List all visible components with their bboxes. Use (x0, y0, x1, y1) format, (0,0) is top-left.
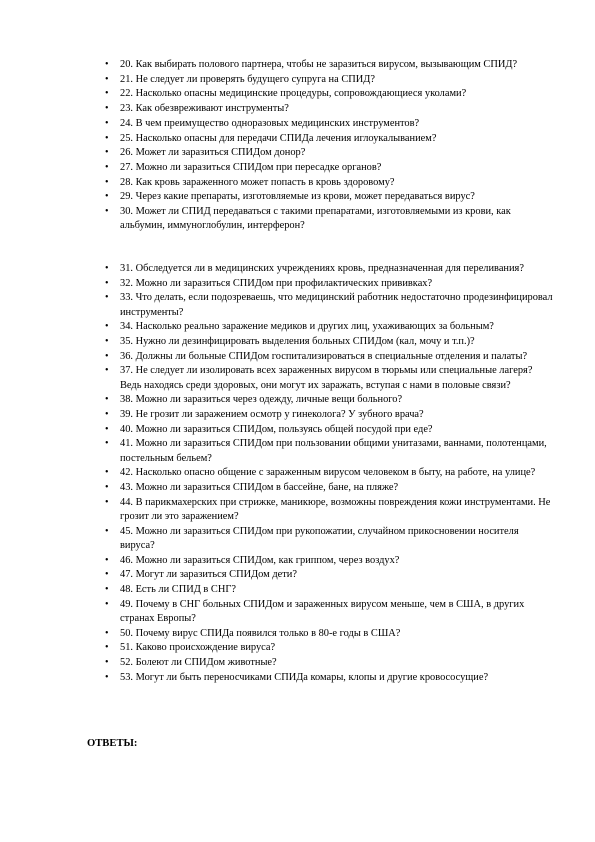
question-text: 28. Как кровь зараженного может попасть в кровь здоровому? (120, 176, 395, 188)
question-text: 22. Насколько опасны медицинские процедуры, сопровождающиеся уколами? (120, 88, 467, 100)
list-item (105, 423, 553, 437)
bullet-icon: • (105, 525, 109, 537)
bullet-icon: • (105, 482, 109, 494)
bullet-icon: • (105, 263, 109, 274)
bullet-icon: • (105, 496, 109, 508)
question-text: 45. Можно ли заразиться СПИДом при рукопожатии, случайном прикосновении носителя вируса? (120, 525, 519, 551)
list-item (105, 146, 553, 160)
bullet-icon: • (105, 206, 109, 218)
list-item (105, 176, 553, 190)
question-text: 32. Можно ли заразиться СПИДом при профилактических прививках? (120, 277, 433, 289)
question-text: 24. В чем преимущество одноразовых медицинских инструментов? (120, 117, 420, 129)
list-item (105, 598, 553, 626)
bullet-icon: • (105, 642, 109, 654)
question-text: 52. Болеют ли СПИДом животные? (120, 656, 277, 668)
list-item (105, 583, 553, 597)
bullet-icon: • (105, 394, 109, 406)
list-item (105, 350, 553, 364)
list-item (105, 161, 553, 175)
list-item (105, 73, 553, 87)
list-item (105, 335, 553, 349)
list-item (105, 102, 553, 116)
list-item (105, 525, 553, 553)
list-item (105, 568, 553, 582)
question-text: 48. Есть ли СПИД в СНГ? (120, 583, 236, 595)
question-text: 40. Можно ли заразиться СПИДом, пользуясь общей посудой при еде? (120, 423, 433, 435)
question-text: 46. Можно ли заразиться СПИДом, как гриппом, через воздух? (120, 554, 400, 566)
list-item (105, 437, 553, 465)
bullet-icon: • (105, 176, 109, 188)
question-list-20-30 (105, 58, 553, 234)
question-text: 43. Можно ли заразиться СПИДом в бассейне, бане, на пляже? (120, 482, 399, 494)
bullet-icon: • (105, 88, 109, 100)
question-text: 42. Насколько опасно общение с зараженным вирусом человеком в быту, на работе, на улице? (120, 467, 536, 479)
question-text: 50. Почему вирус СПИДа появился только в 80-е годы в США? (120, 627, 401, 639)
list-item (105, 87, 553, 101)
bullet-icon: • (105, 59, 109, 70)
question-text: 30. Может ли СПИД передаваться с такими препаратами, изготовляемыми из крови, как альбумин, иммуноглобулин, интерферон? (120, 206, 511, 232)
list-item (105, 320, 553, 334)
list-item (105, 466, 553, 480)
bullet-icon: • (105, 656, 109, 668)
bullet-icon: • (105, 117, 109, 129)
bullet-icon: • (105, 438, 109, 450)
question-text: 34. Насколько реально заражение медиков и других лиц, ухаживающих за больным? (120, 321, 494, 333)
question-text: 29. Через какие препараты, изготовляемые из крови, может передаваться вирус? (120, 191, 475, 203)
list-item (105, 132, 553, 146)
list-item (105, 117, 553, 131)
list-item (105, 291, 553, 319)
question-text: 41. Можно ли заразиться СПИДом при пользовании общими унитазами, ваннами, полотенцами, постельным бельем? (120, 438, 547, 464)
question-text: 23. Как обезвреживают инструменты? (120, 103, 289, 115)
list-item (105, 364, 553, 392)
list-item (105, 408, 553, 422)
question-text: 35. Нужно ли дезинфицировать выделения больных СПИДом (кал, мочу и т.п.)? (120, 336, 475, 348)
bullet-icon: • (105, 191, 109, 203)
list-item (105, 58, 553, 72)
list-item (105, 627, 553, 641)
question-text: 37. Не следует ли изолировать всех зараженных вирусом в тюрьмы или специальные лагеря? Ведь находясь среди здоровых, они могут их заражать, вступая с нами в половые связи? (120, 365, 533, 391)
question-text: 47. Могут ли заразиться СПИДом дети? (120, 569, 297, 581)
bullet-icon: • (105, 132, 109, 144)
bullet-icon: • (105, 277, 109, 289)
list-item (105, 641, 553, 655)
question-text: 53. Могут ли быть переносчиками СПИДа комары, клопы и другие кровососущие? (120, 671, 489, 683)
list-item (105, 205, 553, 233)
bullet-icon: • (105, 73, 109, 85)
question-text: 36. Должны ли больные СПИДом госпитализироваться в специальные отделения и палаты? (120, 350, 528, 362)
question-text: 51. Каково происхождение вируса? (120, 642, 276, 654)
bullet-icon: • (105, 569, 109, 581)
question-text: 31. Обследуется ли в медицинских учреждениях кровь, предназначенная для переливания? (120, 263, 524, 274)
bullet-icon: • (105, 103, 109, 115)
bullet-icon: • (105, 147, 109, 159)
bullet-icon: • (105, 409, 109, 421)
list-item (105, 190, 553, 204)
bullet-icon: • (105, 161, 109, 173)
bullet-icon: • (105, 423, 109, 435)
question-text: 44. В парикмахерских при стрижке, маникюре, возможны повреждения кожи инструментами. Не грозит ли это заражением? (120, 496, 551, 522)
question-text: 39. Не грозит ли заражением осмотр у гинеколога? У зубного врача? (120, 409, 424, 421)
bullet-icon: • (105, 627, 109, 639)
list-item (105, 481, 553, 495)
bullet-icon: • (105, 583, 109, 595)
list-item (105, 671, 553, 685)
question-text: 27. Можно ли заразиться СПИДом при пересадке органов? (120, 161, 382, 173)
answers-heading: ОТВЕТЫ: (87, 738, 138, 749)
bullet-icon: • (105, 554, 109, 566)
question-list-31-53 (105, 262, 553, 685)
list-item (105, 262, 553, 276)
bullet-icon: • (105, 467, 109, 479)
question-text: 21. Не следует ли проверять будущего супруга на СПИД? (120, 73, 375, 85)
question-text: 26. Может ли заразиться СПИДом донор? (120, 147, 306, 159)
list-item (105, 393, 553, 407)
bullet-icon: • (105, 671, 109, 683)
question-text: 33. Что делать, если подозреваешь, что медицинский работник недостаточно продезинфицировал инструменты? (120, 292, 553, 318)
list-item (105, 496, 553, 524)
bullet-icon: • (105, 321, 109, 333)
bullet-icon: • (105, 336, 109, 348)
list-item (105, 277, 553, 291)
bullet-icon: • (105, 365, 109, 377)
question-text: 38. Можно ли заразиться через одежду, личные вещи больного? (120, 394, 403, 406)
question-text: 20. Как выбирать полового партнера, чтобы не заразиться вирусом, вызывающим СПИД? (120, 59, 518, 70)
question-text: 25. Насколько опасны для передачи СПИДа лечения иглоукалыванием? (120, 132, 437, 144)
list-item (105, 554, 553, 568)
bullet-icon: • (105, 292, 109, 304)
list-item (105, 656, 553, 670)
question-text: 49. Почему в СНГ больных СПИДом и зараженных вирусом меньше, чем в США, в других странах Европы? (120, 598, 525, 624)
bullet-icon: • (105, 598, 109, 610)
bullet-icon: • (105, 350, 109, 362)
